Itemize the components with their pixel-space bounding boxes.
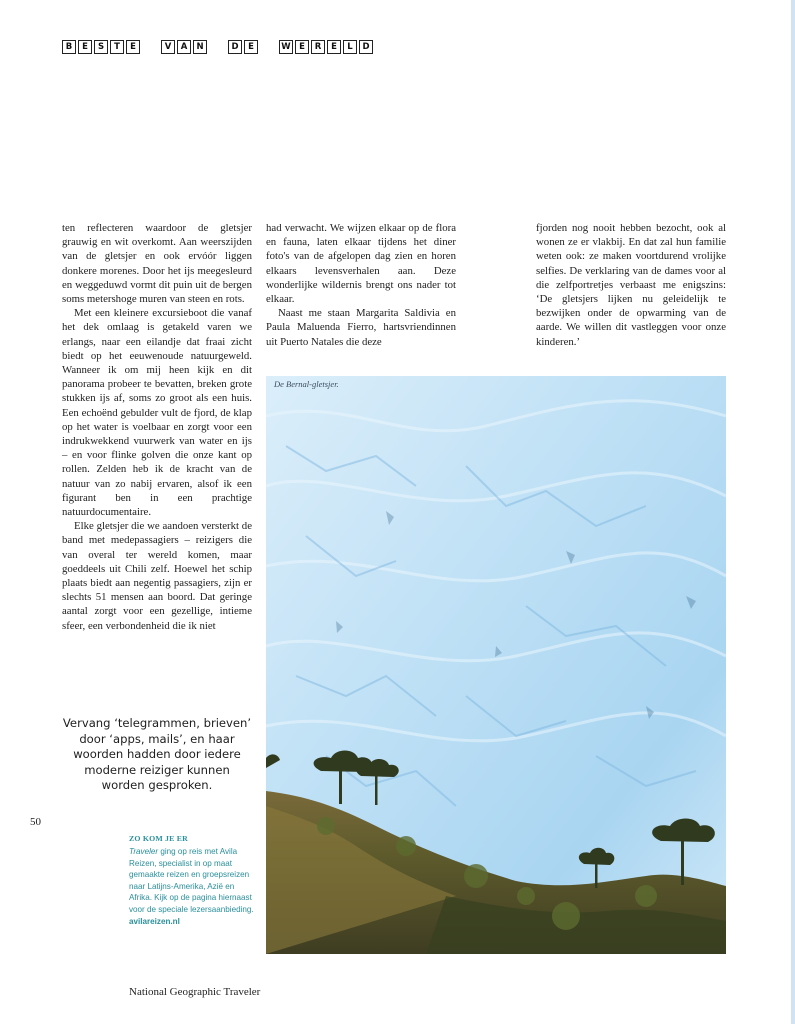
paragraph: had verwacht. We wijzen elkaar op de flora en fauna, laten elkaar tijdens het diner foto's van de afgelopen dag zien en horen elkaars levensverhalen aan. Deze wonderlijke wildernis brengt ons nader tot elkaar. — [266, 222, 456, 306]
header-letter-box: E — [327, 40, 341, 54]
glacier-photo — [266, 376, 726, 954]
header-letter-box: E — [126, 40, 140, 54]
header-letter-box: A — [177, 40, 191, 54]
text-column-2 — [266, 221, 456, 349]
header-word — [279, 40, 375, 54]
paragraph: Naast me staan Margarita Saldivia en Paula Maluenda Fierro, hartsvriendinnen uit Puerto Natales die deze — [266, 307, 456, 348]
sidebar-body — [129, 846, 255, 916]
header-letter-box: E — [295, 40, 309, 54]
sidebar-heading: ZO KOM JE ER — [129, 834, 188, 843]
header-letter-box: R — [311, 40, 325, 54]
section-header — [62, 40, 375, 54]
photo-caption: De Bernal-gletsjer. — [274, 379, 339, 389]
header-letter-box: E — [244, 40, 258, 54]
header-letter-box: D — [228, 40, 242, 54]
sidebar-link[interactable]: avilareizen.nl — [129, 916, 180, 926]
header-word — [161, 40, 209, 54]
paragraph: Elke gletsjer die we aandoen versterkt de band met medepassagiers – reizigers die van overal ter wereld komen, maar goeddeels uit Chili zelf. Hoewel het schip plaats biedt aan negentig passagiers, zijn er slechts 51 mensen aan boord. Dat geringe aantal zorgt voor een gezellige, intieme sfeer, een verbondenheid die ik niet — [62, 520, 252, 632]
sidebar-text: ging op reis met Avila Reizen, specialist in op maat gemaakte reizen en groepsreizen naar Latijns-Amerika, Azië en Afrika. Kijk op de pagina hiernaast voor de speciale lezersaanbieding. — [129, 847, 254, 914]
text-column-1 — [62, 221, 252, 633]
header-letter-box: B — [62, 40, 76, 54]
page-number: 50 — [30, 816, 41, 828]
header-letter-box: N — [193, 40, 207, 54]
header-letter-box: S — [94, 40, 108, 54]
header-letter-box: V — [161, 40, 175, 54]
header-letter-box: W — [279, 40, 293, 54]
text-column-3 — [536, 221, 726, 349]
glacier-illustration — [266, 376, 726, 954]
header-letter-box: E — [78, 40, 92, 54]
header-letter-box: T — [110, 40, 124, 54]
paragraph: Met een kleinere excursieboot die vanaf het dek omlaag is getakeld varen we erlangs, naar een eilandje dat fraai zicht biedt op het eeuwenoude natuurgeweld. Wanneer ik om mij heen kijk en dit panorama probeer te bevatten, breken grote stukken ijs af, soms zo groot als een huis. Een echoënd gebulder vult de fjord, de klap op het water is voelbaar en zorgt voor een indrukwekkend vuurwerk van water en ijs – en voor flinke golven die onze kant op rollen. Zelden heb ik de kracht van de natuur van zo nabij ervaren, alsof ik een figurant ben in een prachtige natuurdocumentaire. — [62, 307, 252, 519]
header-word — [228, 40, 260, 54]
header-word — [62, 40, 142, 54]
sidebar-brand: Traveler — [129, 847, 159, 856]
travel-info-sidebar — [129, 834, 255, 927]
pull-quote: Vervang ‘telegrammen, brieven’ door ‘apps, mails’, en haar woorden hadden door iedere moderne reiziger kunnen worden gesproken. — [62, 716, 252, 793]
magazine-footer: National Geographic Traveler — [129, 986, 261, 998]
page-edge-line — [791, 0, 795, 1024]
paragraph: fjorden nog nooit hebben bezocht, ook al wonen ze er vlakbij. En dat zal hun familie weten ook: ze maken voortdurend vrolijke selfies. De verklaring van de dames voor al die zelfportretjes verbaast me enigszins: ‘De gletsjers lijken nu geleidelijk te bezwijken onder de opwarming van de aarde. We willen dit vastleggen voor onze kinderen.’ — [536, 222, 726, 348]
paragraph: ten reflecteren waardoor de gletsjer grauwig en wit overkomt. Aan weerszijden van de gletsjer en ook ervóór liggen donkere morenes. Door het ijs meegesleurd en weggeduwd vormt dit puin uit de bergen soms metershoge muren van steen en rots. — [62, 222, 252, 306]
header-letter-box: D — [359, 40, 373, 54]
header-letter-box: L — [343, 40, 357, 54]
